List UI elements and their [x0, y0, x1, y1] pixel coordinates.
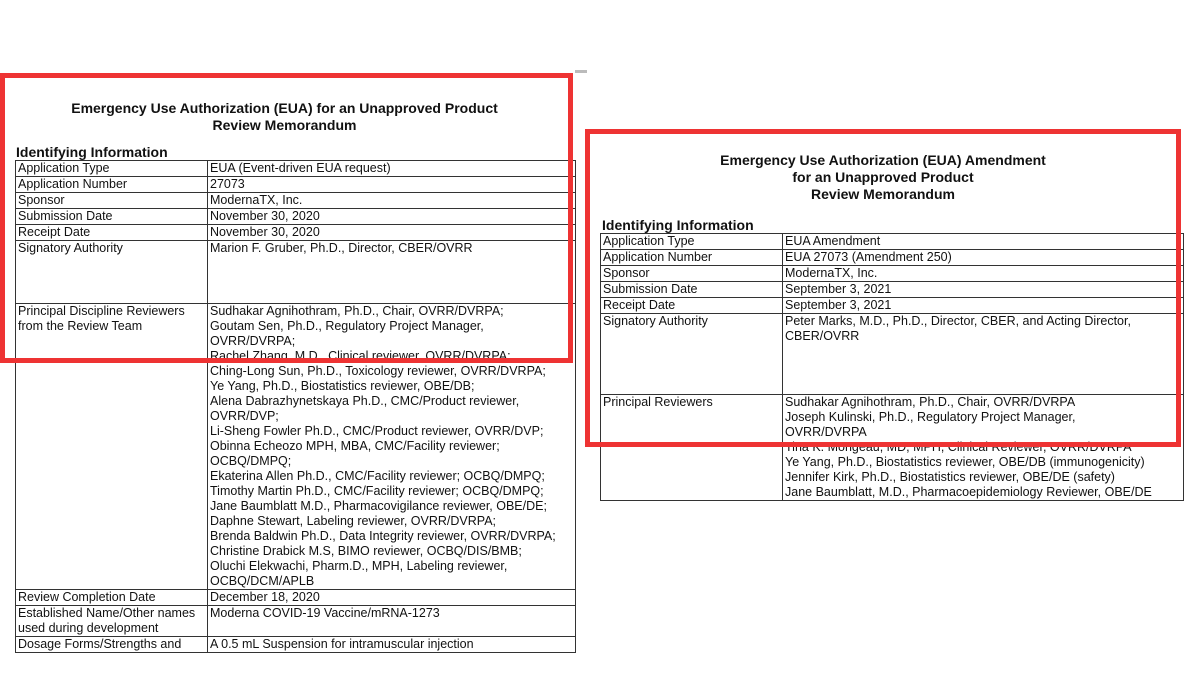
- left-row-value: December 18, 2020: [208, 590, 576, 606]
- left-row: [16, 225, 576, 241]
- left-row-value: November 30, 2020: [208, 225, 576, 241]
- left-reviewer-line: Christine Drabick M.S, BIMO reviewer, OCBQ/DIS/BMB;: [210, 544, 522, 558]
- right-row-value: EUA 27073 (Amendment 250): [783, 250, 1184, 266]
- right-reviewer-line: Joseph Kulinski, Ph.D., Regulatory Project Manager,: [785, 410, 1076, 424]
- left-row-value: A 0.5 mL Suspension for intramuscular injection: [208, 637, 576, 653]
- right-row-key: Application Number: [601, 250, 783, 266]
- right-row: [601, 314, 1184, 395]
- right-title-line3: Review Memorandum: [811, 186, 955, 202]
- left-reviewer-line: OVRR/DVP;: [210, 409, 279, 423]
- right-row-key: Signatory Authority: [601, 314, 783, 395]
- left-reviewer-line: Jane Baumblatt M.D., Pharmacovigilance reviewer, OBE/DE;: [210, 499, 547, 513]
- left-row: [16, 637, 576, 653]
- left-reviewer-line: Daphne Stewart, Labeling reviewer, OVRR/DVRPA;: [210, 514, 497, 528]
- right-row-value: September 3, 2021: [783, 298, 1184, 314]
- right-info-table: [600, 233, 1184, 501]
- left-reviewer-line: Oluchi Elekwachi, Pharm.D., MPH, Labeling reviewer,: [210, 559, 508, 573]
- left-reviewer-line: Brenda Baldwin Ph.D., Data Integrity reviewer, OVRR/DVRPA;: [210, 529, 556, 543]
- right-row-key: Receipt Date: [601, 298, 783, 314]
- left-row: [16, 606, 576, 637]
- left-reviewers-key: Principal Discipline Reviewers from the Review Team: [16, 304, 208, 590]
- left-row-key: Review Completion Date: [16, 590, 208, 606]
- left-row-key: Receipt Date: [16, 225, 208, 241]
- left-reviewer-line: Sudhakar Agnihothram, Ph.D., Chair, OVRR/DVRPA;: [210, 304, 504, 318]
- right-row-key: Submission Date: [601, 282, 783, 298]
- left-row: [16, 177, 576, 193]
- left-reviewers-row: [16, 304, 576, 590]
- left-row-key: Submission Date: [16, 209, 208, 225]
- right-row-value: Peter Marks, M.D., Ph.D., Director, CBER, and Acting Director, CBER/OVRR: [783, 314, 1184, 395]
- right-row-value: EUA Amendment: [783, 234, 1184, 250]
- right-title-line2: for an Unapproved Product: [792, 169, 974, 185]
- left-row: [16, 161, 576, 177]
- left-reviewer-line: Ekaterina Allen Ph.D., CMC/Facility reviewer; OCBQ/DMPQ;: [210, 469, 545, 483]
- left-row-value: 27073: [208, 177, 576, 193]
- left-row: [16, 590, 576, 606]
- left-row: [16, 209, 576, 225]
- right-reviewers-key: Principal Reviewers: [601, 395, 783, 501]
- left-title-line2: Review Memorandum: [212, 117, 357, 133]
- left-info-table: [15, 160, 576, 653]
- right-section-heading: Identifying Information: [602, 217, 754, 233]
- left-row-key: Established Name/Other names used during development: [16, 606, 208, 637]
- left-reviewer-line: OVRR/DVRPA;: [210, 334, 296, 348]
- right-reviewer-line: OVRR/DVRPA: [785, 425, 867, 439]
- right-reviewer-line: Tina K. Mongeau, MD, MPH, Clinical Reviewer, OVRR/DVRPA: [785, 440, 1132, 454]
- left-row-key: Application Type: [16, 161, 208, 177]
- left-reviewer-line: Obinna Echeozo MPH, MBA, CMC/Facility reviewer;: [210, 439, 500, 453]
- left-row: [16, 193, 576, 209]
- right-row: [601, 282, 1184, 298]
- left-title: [12, 70, 557, 134]
- right-reviewer-line: Jennifer Kirk, Ph.D., Biostatistics reviewer, OBE/DE (safety): [785, 470, 1115, 484]
- right-document: [598, 130, 1188, 520]
- left-reviewer-line: Timothy Martin Ph.D., CMC/Facility reviewer; OCBQ/DMPQ;: [210, 484, 544, 498]
- left-row-value: EUA (Event-driven EUA request): [208, 161, 576, 177]
- right-row-key: Application Type: [601, 234, 783, 250]
- left-reviewer-line: Goutam Sen, Ph.D., Regulatory Project Manager,: [210, 319, 484, 333]
- left-reviewer-line: OCBQ/DMPQ;: [210, 454, 292, 468]
- left-row-key: Sponsor: [16, 193, 208, 209]
- right-row: [601, 266, 1184, 282]
- right-title: [598, 130, 1168, 203]
- left-row-value: Moderna COVID-19 Vaccine/mRNA-1273: [208, 606, 576, 637]
- left-row-value: November 30, 2020: [208, 209, 576, 225]
- right-row: [601, 234, 1184, 250]
- left-reviewer-line: OCBQ/DCM/APLB: [210, 574, 315, 588]
- left-section-heading: Identifying Information: [16, 144, 168, 160]
- right-reviewers-list: [783, 395, 1184, 501]
- left-reviewers-list: [208, 304, 576, 590]
- right-row-key: Sponsor: [601, 266, 783, 282]
- right-title-line1: Emergency Use Authorization (EUA) Amendment: [720, 152, 1046, 168]
- page-edge: [575, 70, 587, 73]
- left-row-value: ModernaTX, Inc.: [208, 193, 576, 209]
- right-reviewer-line: Jane Baumblatt, M.D., Pharmacoepidemiology Reviewer, OBE/DE: [785, 485, 1152, 499]
- left-row-key: Application Number: [16, 177, 208, 193]
- right-reviewer-line: Ye Yang, Ph.D., Biostatistics reviewer, OBE/DB (immunogenicity): [785, 455, 1145, 469]
- left-reviewer-line: Alena Dabrazhynetskaya Ph.D., CMC/Product reviewer,: [210, 394, 520, 408]
- left-reviewer-line: Ye Yang, Ph.D., Biostatistics reviewer, OBE/DB;: [210, 379, 475, 393]
- right-row-value: ModernaTX, Inc.: [783, 266, 1184, 282]
- left-reviewer-line: Ching-Long Sun, Ph.D., Toxicology reviewer, OVRR/DVRPA;: [210, 364, 546, 378]
- right-row: [601, 250, 1184, 266]
- right-row: [601, 298, 1184, 314]
- left-row-value: Marion F. Gruber, Ph.D., Director, CBER/OVRR: [208, 241, 576, 304]
- left-row-key: Dosage Forms/Strengths and: [16, 637, 208, 653]
- left-reviewer-line: Li-Sheng Fowler Ph.D., CMC/Product reviewer, OVRR/DVP;: [210, 424, 544, 438]
- left-title-line1: Emergency Use Authorization (EUA) for an Unapproved Product: [71, 100, 498, 116]
- left-reviewer-line: Rachel Zhang, M.D., Clinical reviewer, OVRR/DVRPA;: [210, 349, 511, 363]
- left-row: [16, 241, 576, 304]
- right-reviewer-line: Sudhakar Agnihothram, Ph.D., Chair, OVRR/DVRPA: [785, 395, 1076, 409]
- left-document: [12, 70, 587, 675]
- left-row-key: Signatory Authority: [16, 241, 208, 304]
- right-reviewers-row: [601, 395, 1184, 501]
- right-row-value: September 3, 2021: [783, 282, 1184, 298]
